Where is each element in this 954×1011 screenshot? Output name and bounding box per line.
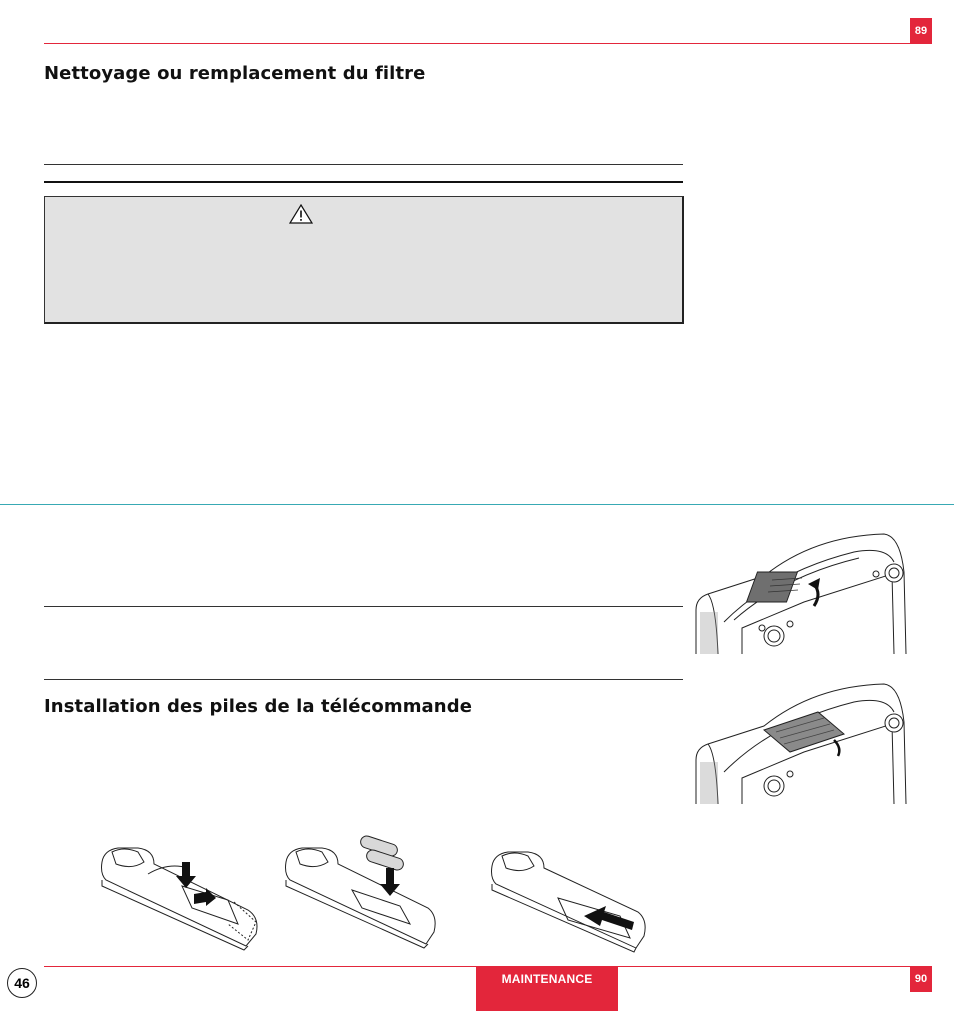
sheet-number-circle: 46 [7, 968, 37, 998]
section-label-tab: MAINTENANCE [476, 966, 618, 1011]
section-title-filter: Nettoyage ou remplacement du filtre [44, 63, 426, 84]
separator-rule [44, 679, 683, 680]
page-number-tab-top: 89 [910, 18, 932, 44]
remote-cover-open-illustration [98, 840, 270, 952]
page-divider [0, 504, 954, 505]
separator-rule-thick [44, 181, 683, 183]
remote-insert-batteries-illustration [282, 832, 442, 952]
section-title-batteries: Installation des piles de la télécommande [44, 696, 473, 717]
remote-cover-close-illustration [488, 846, 652, 956]
warning-triangle-icon [289, 204, 313, 224]
separator-rule [44, 606, 683, 607]
separator-rule [44, 164, 683, 165]
header-rule [44, 43, 910, 44]
projector-filter-illustration [694, 532, 909, 656]
caution-box [44, 196, 684, 324]
projector-filter-open-illustration [694, 682, 909, 806]
page-number-tab-bottom: 90 [910, 966, 932, 992]
